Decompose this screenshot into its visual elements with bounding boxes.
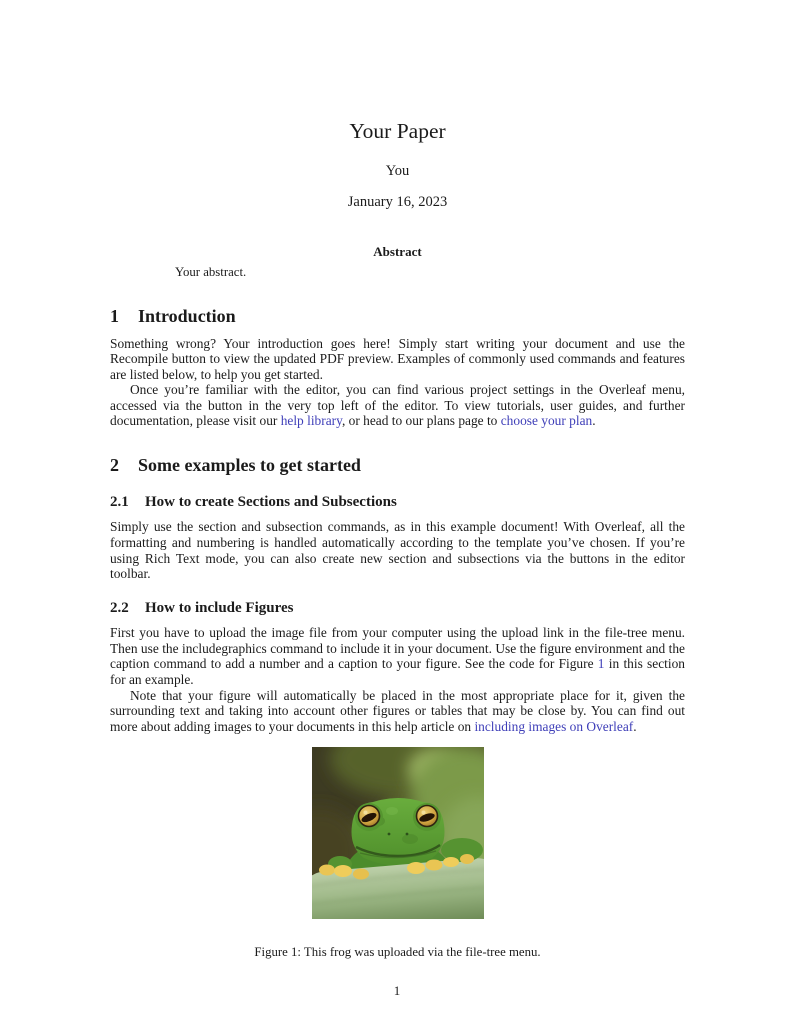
section-number: 1	[110, 305, 119, 326]
subsection-title: How to create Sections and Subsections	[145, 493, 397, 510]
paper-date: January 16, 2023	[347, 193, 448, 210]
paper-author: You	[385, 162, 410, 179]
subsection-number: 2.1	[110, 493, 129, 510]
paragraph-text: .	[633, 718, 637, 734]
intro-paragraph-1: Something wrong? Your introduction goes here! Simply start writing your document and use the Recompile button to view the updated PDF preview. Examples of commonly used commands and features are listed below, to help you get started.	[110, 335, 685, 382]
figures-paragraph-1	[110, 625, 685, 687]
paragraph-text: in this section for an example.	[110, 656, 685, 688]
abstract-heading: Abstract	[373, 243, 422, 259]
subsection-2-1-paragraph: Simply use the section and subsection commands, as in this example document! With Overleaf, all the formatting and numbering is handled automatically according to the template you’ve chosen. If you’re using Rich Text mode, you can also create new section and subsections via the buttons in the editor toolbar.	[110, 519, 685, 582]
intro-paragraph-2	[110, 382, 685, 429]
figures-paragraph-2	[110, 688, 685, 735]
section-number: 2	[110, 455, 119, 476]
subsection-title: How to include Figures	[145, 599, 294, 616]
section-title: Some examples to get started	[138, 455, 361, 476]
paragraph-text: Once you’re familiar with the editor, you can find various project settings in the Overleaf menu, accessed via the button in the very top left of the editor. To view tutorials, user guides, and further documentation, please visit our	[110, 382, 685, 429]
paragraph-text: , or head to our plans page to	[341, 413, 501, 429]
frog-photo	[312, 747, 484, 919]
page-number: 1	[393, 983, 401, 998]
figure-1-reference-link[interactable]: 1	[597, 656, 605, 672]
paragraph-text: Note that your figure will automatically be placed in the most appropriate place for it, given the surrounding text and taking into account other figures or tables that may be close by. You can find out more about adding images to your documents in this help article on	[110, 687, 685, 734]
section-1-heading	[110, 307, 685, 327]
help-library-link[interactable]: help library	[280, 413, 342, 429]
figure-caption: Figure 1: This frog was uploaded via the file-tree menu.	[254, 945, 541, 960]
paragraph-text: First you have to upload the image file from your computer using the upload link in the file-tree menu. Then use the includegraphics command to include it in your document. Use the figure environment and the caption command to add a number and a caption to your figure. See the code for Figure	[110, 625, 685, 672]
subsection-2-2-heading	[110, 600, 685, 617]
including-images-link[interactable]: including images on Overleaf	[474, 718, 634, 734]
section-2-heading	[110, 456, 685, 476]
section-title: Introduction	[138, 305, 236, 326]
abstract-text: Your abstract.	[175, 264, 247, 279]
choose-your-plan-link[interactable]: choose your plan	[500, 413, 593, 429]
paper-content	[110, 0, 685, 960]
paper-title: Your Paper	[349, 119, 446, 143]
figure-1	[110, 747, 685, 924]
paragraph-text: .	[592, 413, 596, 429]
subsection-number: 2.2	[110, 599, 129, 616]
subsection-2-1-heading	[110, 494, 685, 511]
